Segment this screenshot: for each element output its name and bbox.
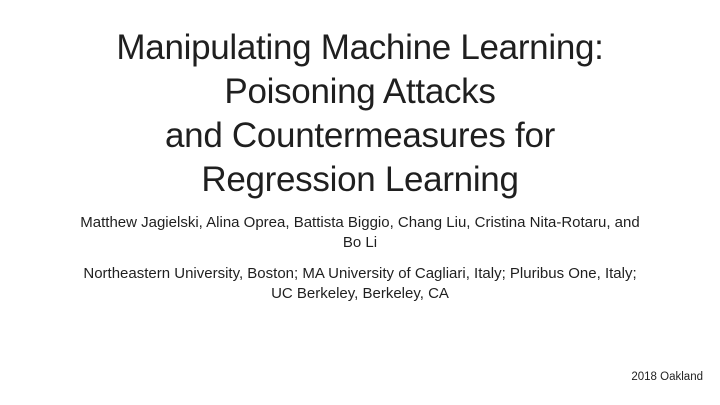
title-line: Regression Learning: [201, 160, 519, 199]
title-line: Manipulating Machine Learning:: [116, 28, 604, 67]
author-list: Matthew Jagielski, Alina Oprea, Battista Biggio, Chang Liu, Cristina Nita-Rotaru, and Bo Li: [80, 214, 640, 251]
title-line: and Countermeasures for: [165, 116, 555, 155]
slide-title: [40, 26, 680, 202]
affiliation-list: Northeastern University, Boston; MA University of Cagliari, Italy; Pluribus One, Italy; UC Berkeley, Berkeley, CA: [83, 265, 637, 302]
title-line: Poisoning Attacks: [224, 72, 496, 111]
footer-venue: 2018 Oakland: [631, 371, 703, 383]
